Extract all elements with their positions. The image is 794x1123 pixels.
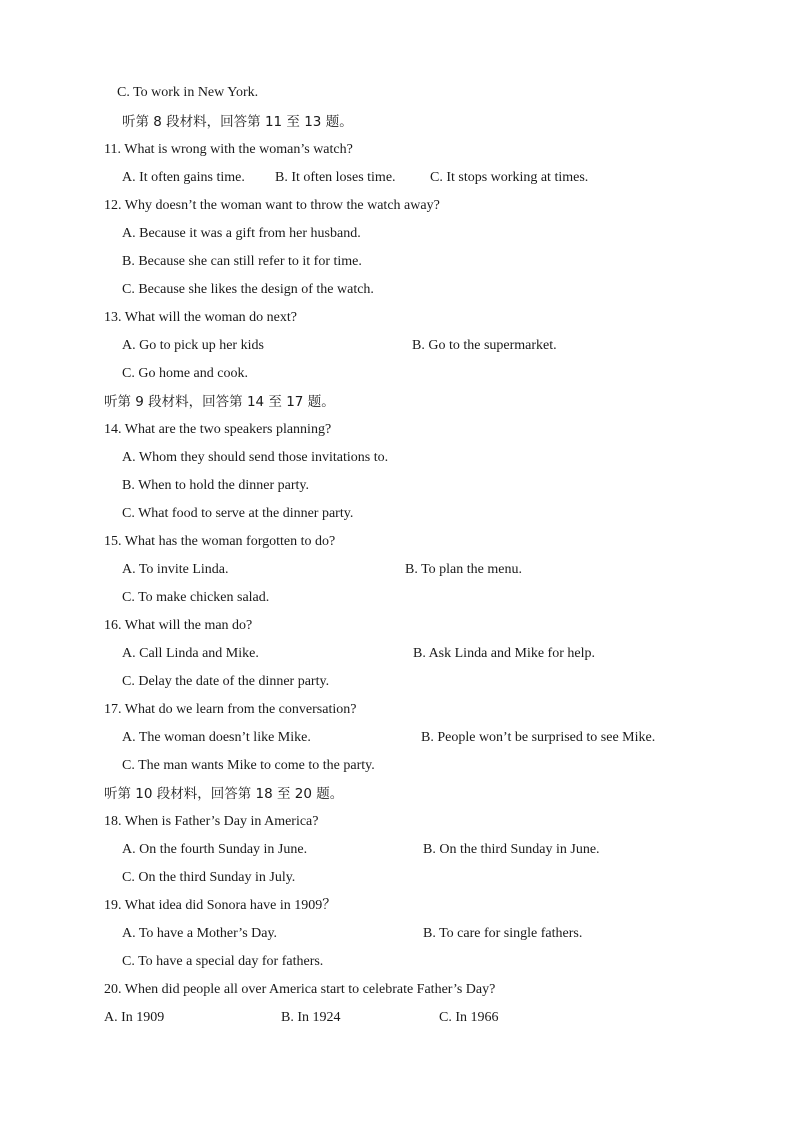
q16-option-c: C. Delay the date of the dinner party. [122,674,330,689]
q19-question: 19. What idea did Sonora have in 1909？ [104,898,337,913]
q11-question: 11. What is wrong with the woman’s watch? [104,142,353,157]
q19-option-c: C. To have a special day for fathers. [122,954,324,969]
q13-option-c: C. Go home and cook. [122,366,248,381]
q13-question: 13. What will the woman do next? [104,310,297,325]
q11-option-c: C. It stops working at times. [430,170,589,185]
q19-option-b: B. To care for single fathers. [423,926,583,941]
q14-option-c: C. What food to serve at the dinner party. [122,506,354,521]
q14-question: 14. What are the two speakers planning? [104,422,332,437]
q10-option-c: C. To work in New York. [117,85,259,100]
section-10-heading: 听第 10 段材料，回答第 18 至 20 题。 [104,786,344,802]
q13-option-a: A. Go to pick up her kids [122,338,264,353]
q20-question: 20. When did people all over America start to celebrate Father’s Day? [104,982,496,997]
q15-option-b: B. To plan the menu. [405,562,522,577]
q13-option-b: B. Go to the supermarket. [412,338,557,353]
q18-option-a: A. On the fourth Sunday in June. [122,842,308,857]
q14-option-b: B. When to hold the dinner party. [122,478,310,493]
q15-option-a: A. To invite Linda. [122,562,229,577]
q12-option-c: C. Because she likes the design of the watch. [122,282,374,297]
q18-option-c: C. On the third Sunday in July. [122,870,296,885]
q18-question: 18. When is Father’s Day in America? [104,814,319,829]
section-8-heading: 听第 8 段材料，回答第 11 至 13 题。 [122,114,353,130]
q17-option-b: B. People won’t be surprised to see Mike. [421,730,656,745]
q16-option-a: A. Call Linda and Mike. [122,646,259,661]
q11-option-b: B. It often loses time. [275,170,396,185]
q19-option-a: A. To have a Mother’s Day. [122,926,278,941]
q17-question: 17. What do we learn from the conversation? [104,702,357,717]
q16-question: 16. What will the man do? [104,618,253,633]
q12-option-b: B. Because she can still refer to it for time. [122,254,362,269]
q20-option-b: B. In 1924 [281,1010,341,1025]
q11-option-a: A. It often gains time. [122,170,245,185]
q16-option-b: B. Ask Linda and Mike for help. [413,646,595,661]
q12-question: 12. Why doesn’t the woman want to throw the watch away? [104,198,440,213]
q20-option-c: C. In 1966 [439,1010,499,1025]
q15-option-c: C. To make chicken salad. [122,590,270,605]
q17-option-c: C. The man wants Mike to come to the party. [122,758,375,773]
section-9-heading: 听第 9 段材料，回答第 14 至 17 题。 [104,394,335,410]
q20-option-a: A. In 1909 [104,1010,165,1025]
q14-option-a: A. Whom they should send those invitations to. [122,450,389,465]
q18-option-b: B. On the third Sunday in June. [423,842,600,857]
q17-option-a: A. The woman doesn’t like Mike. [122,730,311,745]
q15-question: 15. What has the woman forgotten to do? [104,534,336,549]
q12-option-a: A. Because it was a gift from her husband. [122,226,361,241]
